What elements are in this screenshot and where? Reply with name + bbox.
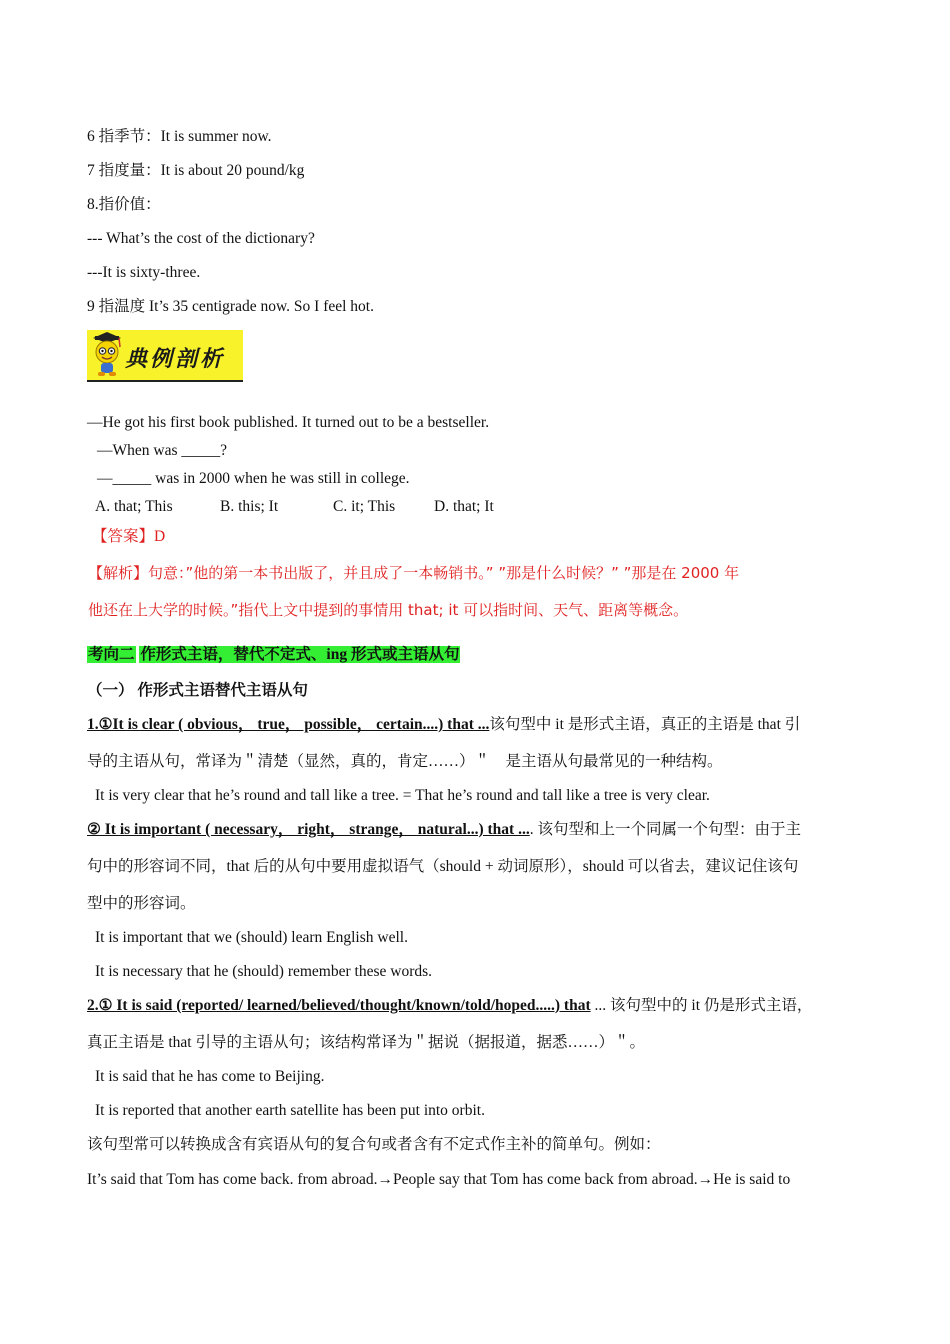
example-line: It is important that we (should) learn English well. <box>95 929 408 946</box>
question-line: —When was _____? <box>97 442 227 459</box>
answer-value: D <box>154 528 166 545</box>
choice-d: D. that; It <box>434 498 494 515</box>
pattern-explanation: ... 该句型中的 it 仍是形式主语， <box>590 997 813 1014</box>
section-label: 考向二 <box>88 646 135 663</box>
paragraph-line: 型中的形容词。 <box>87 895 196 912</box>
example-line: It is necessary that he (should) remember these words. <box>95 963 433 980</box>
example-line: It is said that he has come to Beijing. <box>95 1068 325 1085</box>
text-line: 6 指季节：It is summer now. <box>87 128 272 145</box>
choice-a: A. that; This <box>95 498 173 515</box>
section-heading: 作形式主语，替代不定式、ing 形式或主语从句 <box>140 646 460 663</box>
answer-choices <box>95 497 494 517</box>
text-line: 8.指价值： <box>87 196 161 213</box>
pattern-explanation: . 该句型和上一个同属一个句型：由于主 <box>529 821 801 838</box>
graduate-mascot-icon <box>89 332 125 378</box>
paragraph-line: 导的主语从句，常译为＂清楚（显然，真的，肯定……）＂ 是主语从句最常见的一种结构。 <box>87 753 723 770</box>
pattern-heading: ② It is important ( necessary， right， strange， natural...) that ... <box>87 821 530 838</box>
paragraph-line: 句中的形容词不同，that 后的从句中要用虚拟语气（should + 动词原形），should 可以省去，建议记住该句 <box>87 858 799 875</box>
banner-underline <box>87 380 243 382</box>
paragraph-line <box>87 996 812 1016</box>
paragraph-line: It’s said that Tom has come back. from abroad.→People say that Tom has come back from abroad.→He is said to <box>87 1171 791 1188</box>
example-line: It is reported that another earth satellite has been put into orbit. <box>95 1102 485 1119</box>
text-line: 7 指度量：It is about 20 pound/kg <box>87 162 305 179</box>
paragraph-line: 真正主语是 that 引导的主语从句；该结构常译为＂据说（据报道，据悉……）＂。 <box>87 1034 645 1051</box>
subsection-title: （一） 作形式主语替代主语从句 <box>87 682 308 699</box>
section-title <box>87 645 460 665</box>
answer-label: 【答案】 <box>92 528 155 545</box>
question-line: —He got his first book published. It turned out to be a bestseller. <box>87 414 490 431</box>
choice-b: B. this; It <box>220 498 279 515</box>
choice-c: C. it; This <box>333 498 396 515</box>
analysis-line: 【解析】句意：”他的第一本书出版了，并且成了一本畅销书。” ”那是什么时候？” ”那是在 2000 年 <box>88 564 740 582</box>
answer-line <box>92 527 165 547</box>
text-line: 9 指温度 It’s 35 centigrade now. So I feel hot. <box>87 298 374 315</box>
pattern-heading: 1.①It is clear ( obvious， true， possible， certain....) that ... <box>87 716 490 733</box>
text-line: ---It is sixty-three. <box>87 264 201 281</box>
example-analysis-banner <box>87 330 243 382</box>
pattern-heading: 2.① It is said (reported/ learned/believed/thought/known/told/hoped.....) that <box>87 997 591 1014</box>
example-line: It is very clear that he’s round and tall like a tree. = That he’s round and tall like a tree is very clear. <box>95 787 710 804</box>
analysis-line: 他还在上大学的时候。”指代上文中提到的事情用 that; it 可以指时间、天气、距离等概念。 <box>88 601 689 619</box>
paragraph-line <box>87 820 801 840</box>
banner-title: 典例剖析 <box>125 347 226 372</box>
question-line: —_____ was in 2000 when he was still in college. <box>97 470 410 487</box>
paragraph-line: 该句型常可以转换成含有宾语从句的复合句或者含有不定式作主补的简单句。例如： <box>87 1136 661 1153</box>
text-line: --- What’s the cost of the dictionary? <box>87 230 315 247</box>
paragraph-line <box>87 715 800 735</box>
pattern-explanation: 该句型中 it 是形式主语，真正的主语是 that 引 <box>489 716 801 733</box>
